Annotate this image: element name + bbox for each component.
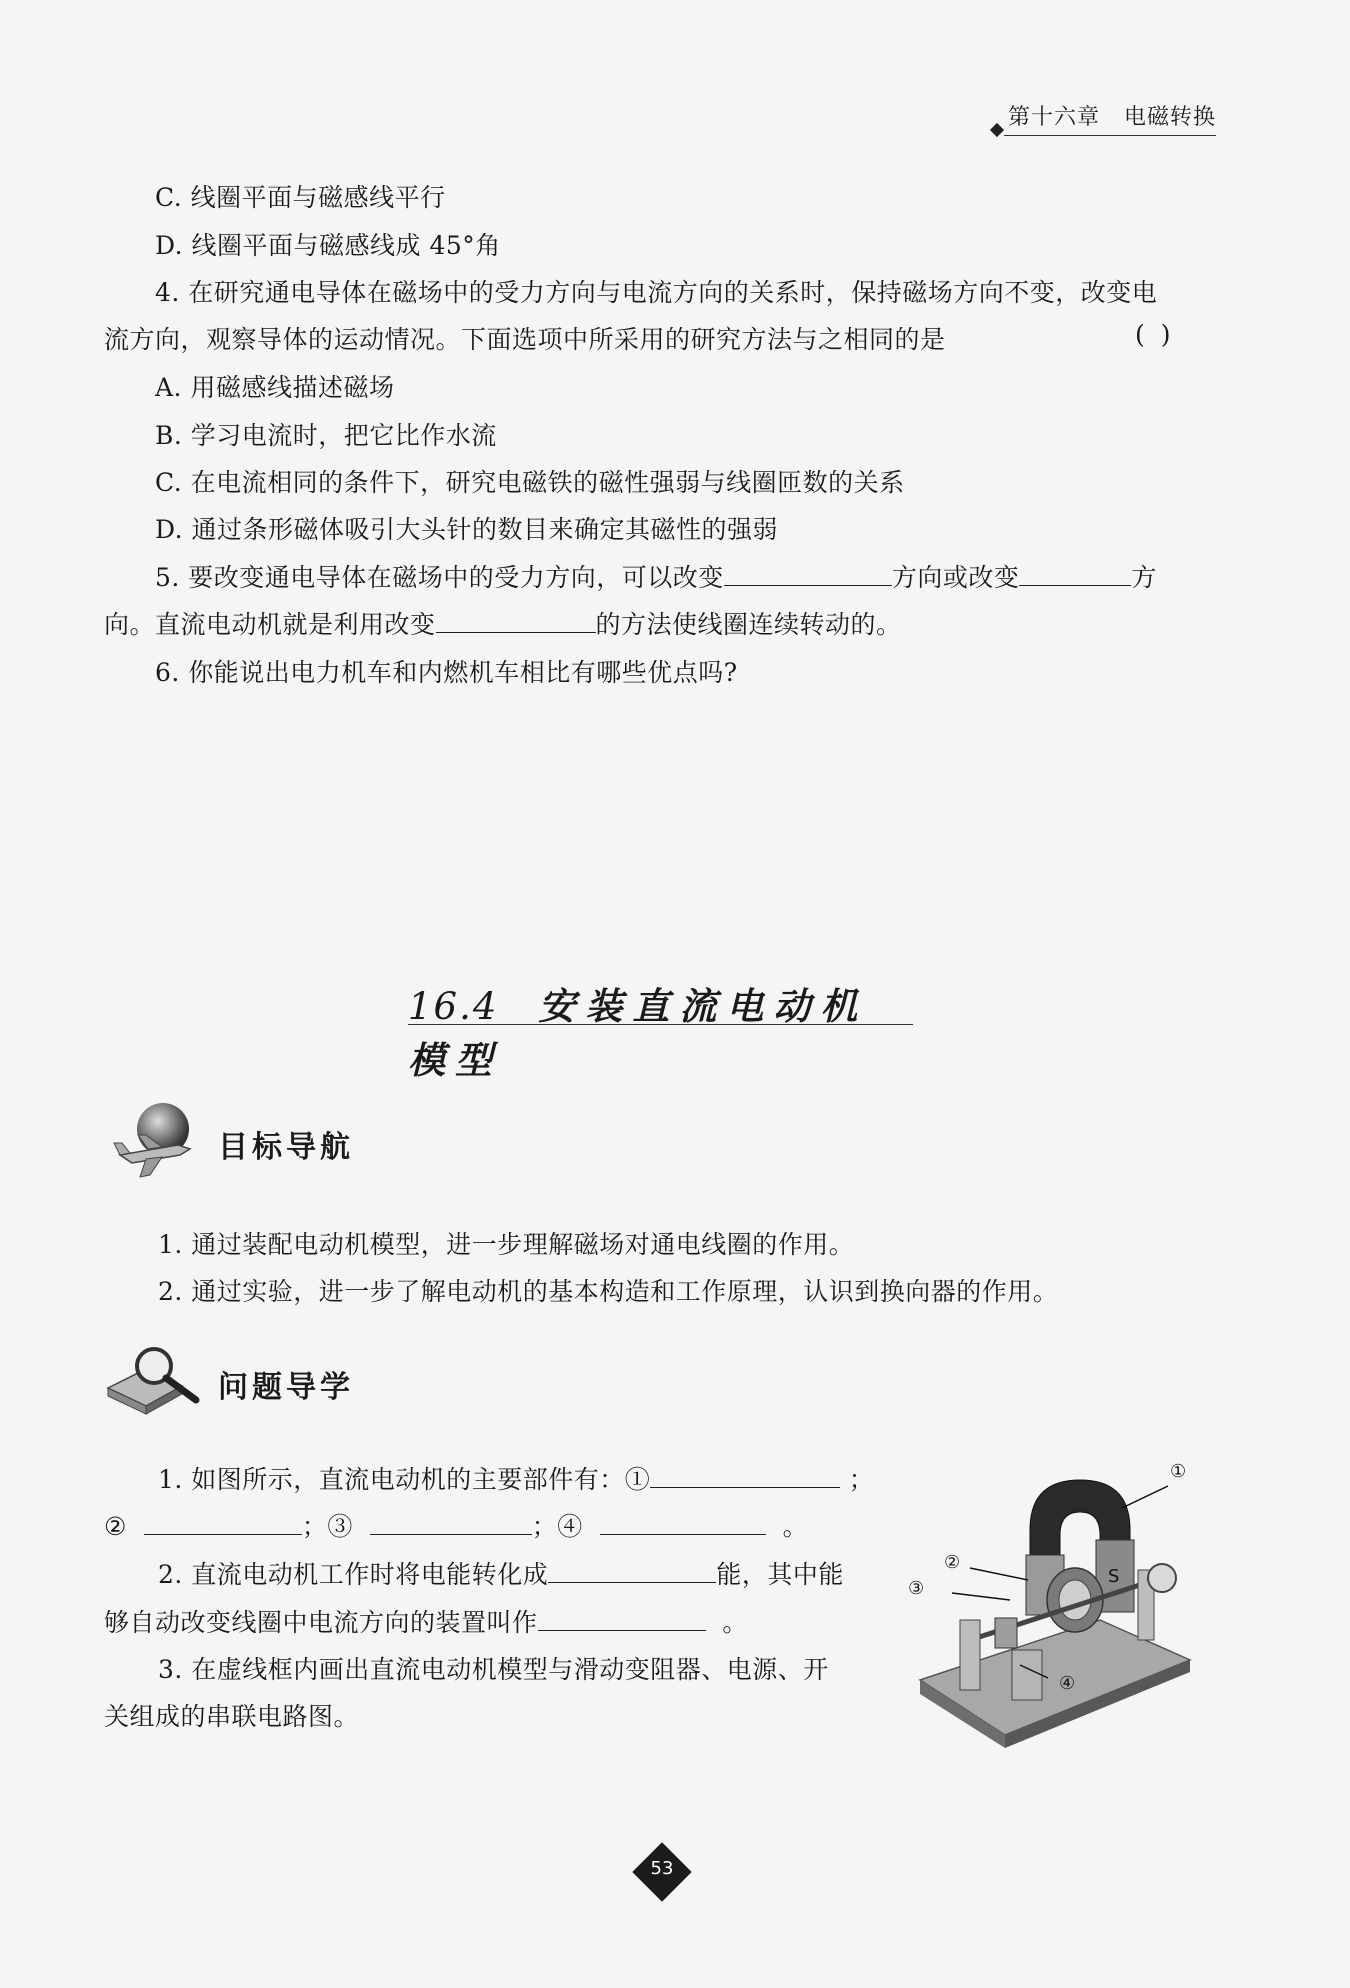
- header-diamond-icon: [990, 123, 1004, 137]
- q4-line2: 流方向，观察导体的运动情况。下面选项中所采用的研究方法与之相同的是: [104, 325, 946, 354]
- guide-q2-line2: [104, 1603, 748, 1639]
- section-title: [408, 976, 913, 1082]
- q5-blank-1[interactable]: [724, 561, 892, 586]
- guide-q2-text-1: 2. 直流电动机工作时将电能转化成: [158, 1560, 549, 1589]
- goals-heading: 目标导航: [218, 1130, 354, 1165]
- globe-airplane-icon: [108, 1097, 198, 1191]
- goal-item-1: 1. 通过装配电动机模型，进一步理解磁场对通电线圈的作用。: [158, 1230, 855, 1259]
- figure-callout-3: ③: [908, 1578, 925, 1599]
- q5-line2: [104, 605, 902, 641]
- q4-option-a: A. 用磁感线描述磁场: [155, 373, 395, 402]
- guide-q1-end: 。: [782, 1512, 809, 1541]
- guide-q3-line2: 关组成的串联电路图。: [104, 1702, 360, 1731]
- guide-q1-blank-1[interactable]: [650, 1463, 840, 1488]
- guide-q2-blank-2[interactable]: [538, 1606, 706, 1631]
- dc-motor-figure: [900, 1450, 1210, 1754]
- section-number: 16.4: [408, 985, 499, 1028]
- guide-q1-line2: [104, 1507, 808, 1543]
- q4-answer-paren[interactable]: ( ): [1135, 320, 1175, 349]
- figure-callout-1: ①: [1170, 1461, 1187, 1482]
- guide-q3-line1: 3. 在虚线框内画出直流电动机模型与滑动变阻器、电源、开: [158, 1655, 829, 1684]
- guide-q1-line1: [158, 1460, 874, 1496]
- magnifier-book-icon: [104, 1340, 204, 1424]
- guide-q2-text-3: 够自动改变线圈中电流方向的装置叫作: [104, 1608, 538, 1637]
- figure-callout-2: ②: [944, 1552, 961, 1573]
- option-d-prev: D. 线圈平面与磁感线成 45°角: [155, 231, 501, 260]
- q5-blank-3[interactable]: [436, 608, 596, 633]
- figure-callout-4: ④: [1059, 1673, 1076, 1694]
- guide-q2-line1: [158, 1555, 844, 1591]
- guide-q1-circle-3: ；③: [301, 1512, 353, 1541]
- q5-text-4: 向。直流电动机就是利用改变: [104, 610, 436, 639]
- guide-q2-text-2: 能，其中能: [716, 1560, 844, 1589]
- q4-line1: 4. 在研究通电导体在磁场中的受力方向与电流方向的关系时，保持磁场方向不变，改变电: [155, 278, 1158, 307]
- q4-option-b: B. 学习电流时，把它比作水流: [155, 421, 497, 450]
- header-chapter: 第十六章: [1007, 105, 1100, 130]
- q5-text-5: 的方法使线圈连续转动的。: [595, 610, 902, 639]
- q4-option-c: C. 在电流相同的条件下，研究电磁铁的磁性强弱与线圈匝数的关系: [155, 468, 905, 497]
- section-name: 安装直流电动机模型: [408, 984, 868, 1082]
- q6-text: 6. 你能说出电力机车和内燃机车相比有哪些优点吗?: [155, 658, 738, 687]
- q5-text-3: 方: [1131, 563, 1157, 592]
- page-number: 53: [650, 1858, 674, 1879]
- guide-q1-blank-3[interactable]: [370, 1510, 532, 1535]
- guide-q1-sep: ；: [848, 1465, 875, 1494]
- guide-q1-blank-2[interactable]: [144, 1510, 302, 1535]
- q5-text-1: 5. 要改变通电导体在磁场中的受力方向，可以改变: [155, 563, 724, 592]
- guide-q2-blank-1[interactable]: [548, 1558, 716, 1583]
- q5-line1: [155, 558, 1157, 594]
- option-c-prev: C. 线圈平面与磁感线平行: [155, 183, 446, 212]
- magnet-pole-label: S: [1108, 1566, 1120, 1587]
- guide-q2-end: 。: [722, 1608, 748, 1637]
- header-title: 电磁转换: [1123, 105, 1216, 130]
- q5-text-2: 方向或改变: [891, 563, 1020, 592]
- guide-q1-circle-2: ②: [104, 1512, 127, 1541]
- q5-blank-2[interactable]: [1019, 561, 1131, 586]
- guide-heading: 问题导学: [218, 1370, 354, 1405]
- q4-option-d: D. 通过条形磁体吸引大头针的数目来确定其磁性的强弱: [155, 515, 779, 544]
- guide-q1-blank-4[interactable]: [600, 1510, 766, 1535]
- goal-item-2: 2. 通过实验，进一步了解电动机的基本构造和工作原理，认识到换向器的作用。: [158, 1277, 1059, 1306]
- guide-q1-text: 1. 如图所示，直流电动机的主要部件有：①: [158, 1465, 651, 1494]
- running-header: [1004, 100, 1216, 136]
- guide-q1-circle-4: ；④: [531, 1512, 583, 1541]
